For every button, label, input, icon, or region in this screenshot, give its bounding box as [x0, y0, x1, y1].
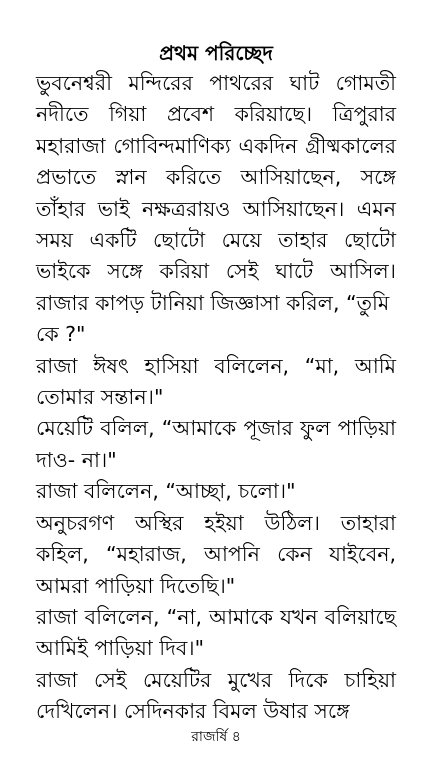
page-footer [0, 728, 432, 746]
paragraph: মেয়েটি বলিল, “আমাকে পূজার ফুল পাড়িয়া দাও- না।" [36, 416, 396, 472]
chapter-body [36, 68, 396, 728]
paragraph: রাজা ঈষৎ হাসিয়া বলিলেন, “মা, আমি তোমার সন্তান।" [36, 353, 396, 410]
page-number: ৪ [231, 729, 241, 745]
chapter-title: প্রথম পরিচ্ছেদ [159, 41, 273, 65]
paragraph: রাজা সেই মেয়েটির মুখের দিকে চাহিয়া দেখিলেন। সেদিনকার বিমল উষার সঙ্গে [36, 667, 396, 724]
paragraph: অনুচরগণ অস্থির হইয়া উঠিল। তাহারা কহিল, “মহারাজ, আপনি কেন যাইবেন, আমরা পাড়িয়া দিতেছি।" [36, 510, 396, 598]
paragraph: ভুবনেশ্বরী মন্দিরের পাথরের ঘাট গোমতী নদীতে গিয়া প্রবেশ করিয়াছে। ত্রিপুরার মহারাজা গোবিন্দমাণিক্য একদিন গ্রীষ্মকালের প্রভাতে স্নান করিতে আসিয়াছেন, সঙ্গে তাঁহার ভাই নক্ষত্ররায়ও আসিয়াছেন। এমন সময় একটি ছোটো মেয়ে তাহার ছোটো ভাইকে সঙ্গে করিয়া সেই ঘাটে আসিল। রাজার কাপড় টানিয়া জিজ্ঞাসা করিল, “তুমি [36, 71, 396, 315]
paragraph: রাজা বলিলেন, “না, আমাকে যখন বলিয়াছে আমিই পাড়িয়া দিব।" [36, 604, 396, 661]
book-title: রাজর্ষি [191, 729, 228, 745]
paragraph: রাজা বলিলেন, “আচ্ছা, চলো।" [36, 479, 296, 504]
paragraph: কে ?" [36, 322, 86, 347]
